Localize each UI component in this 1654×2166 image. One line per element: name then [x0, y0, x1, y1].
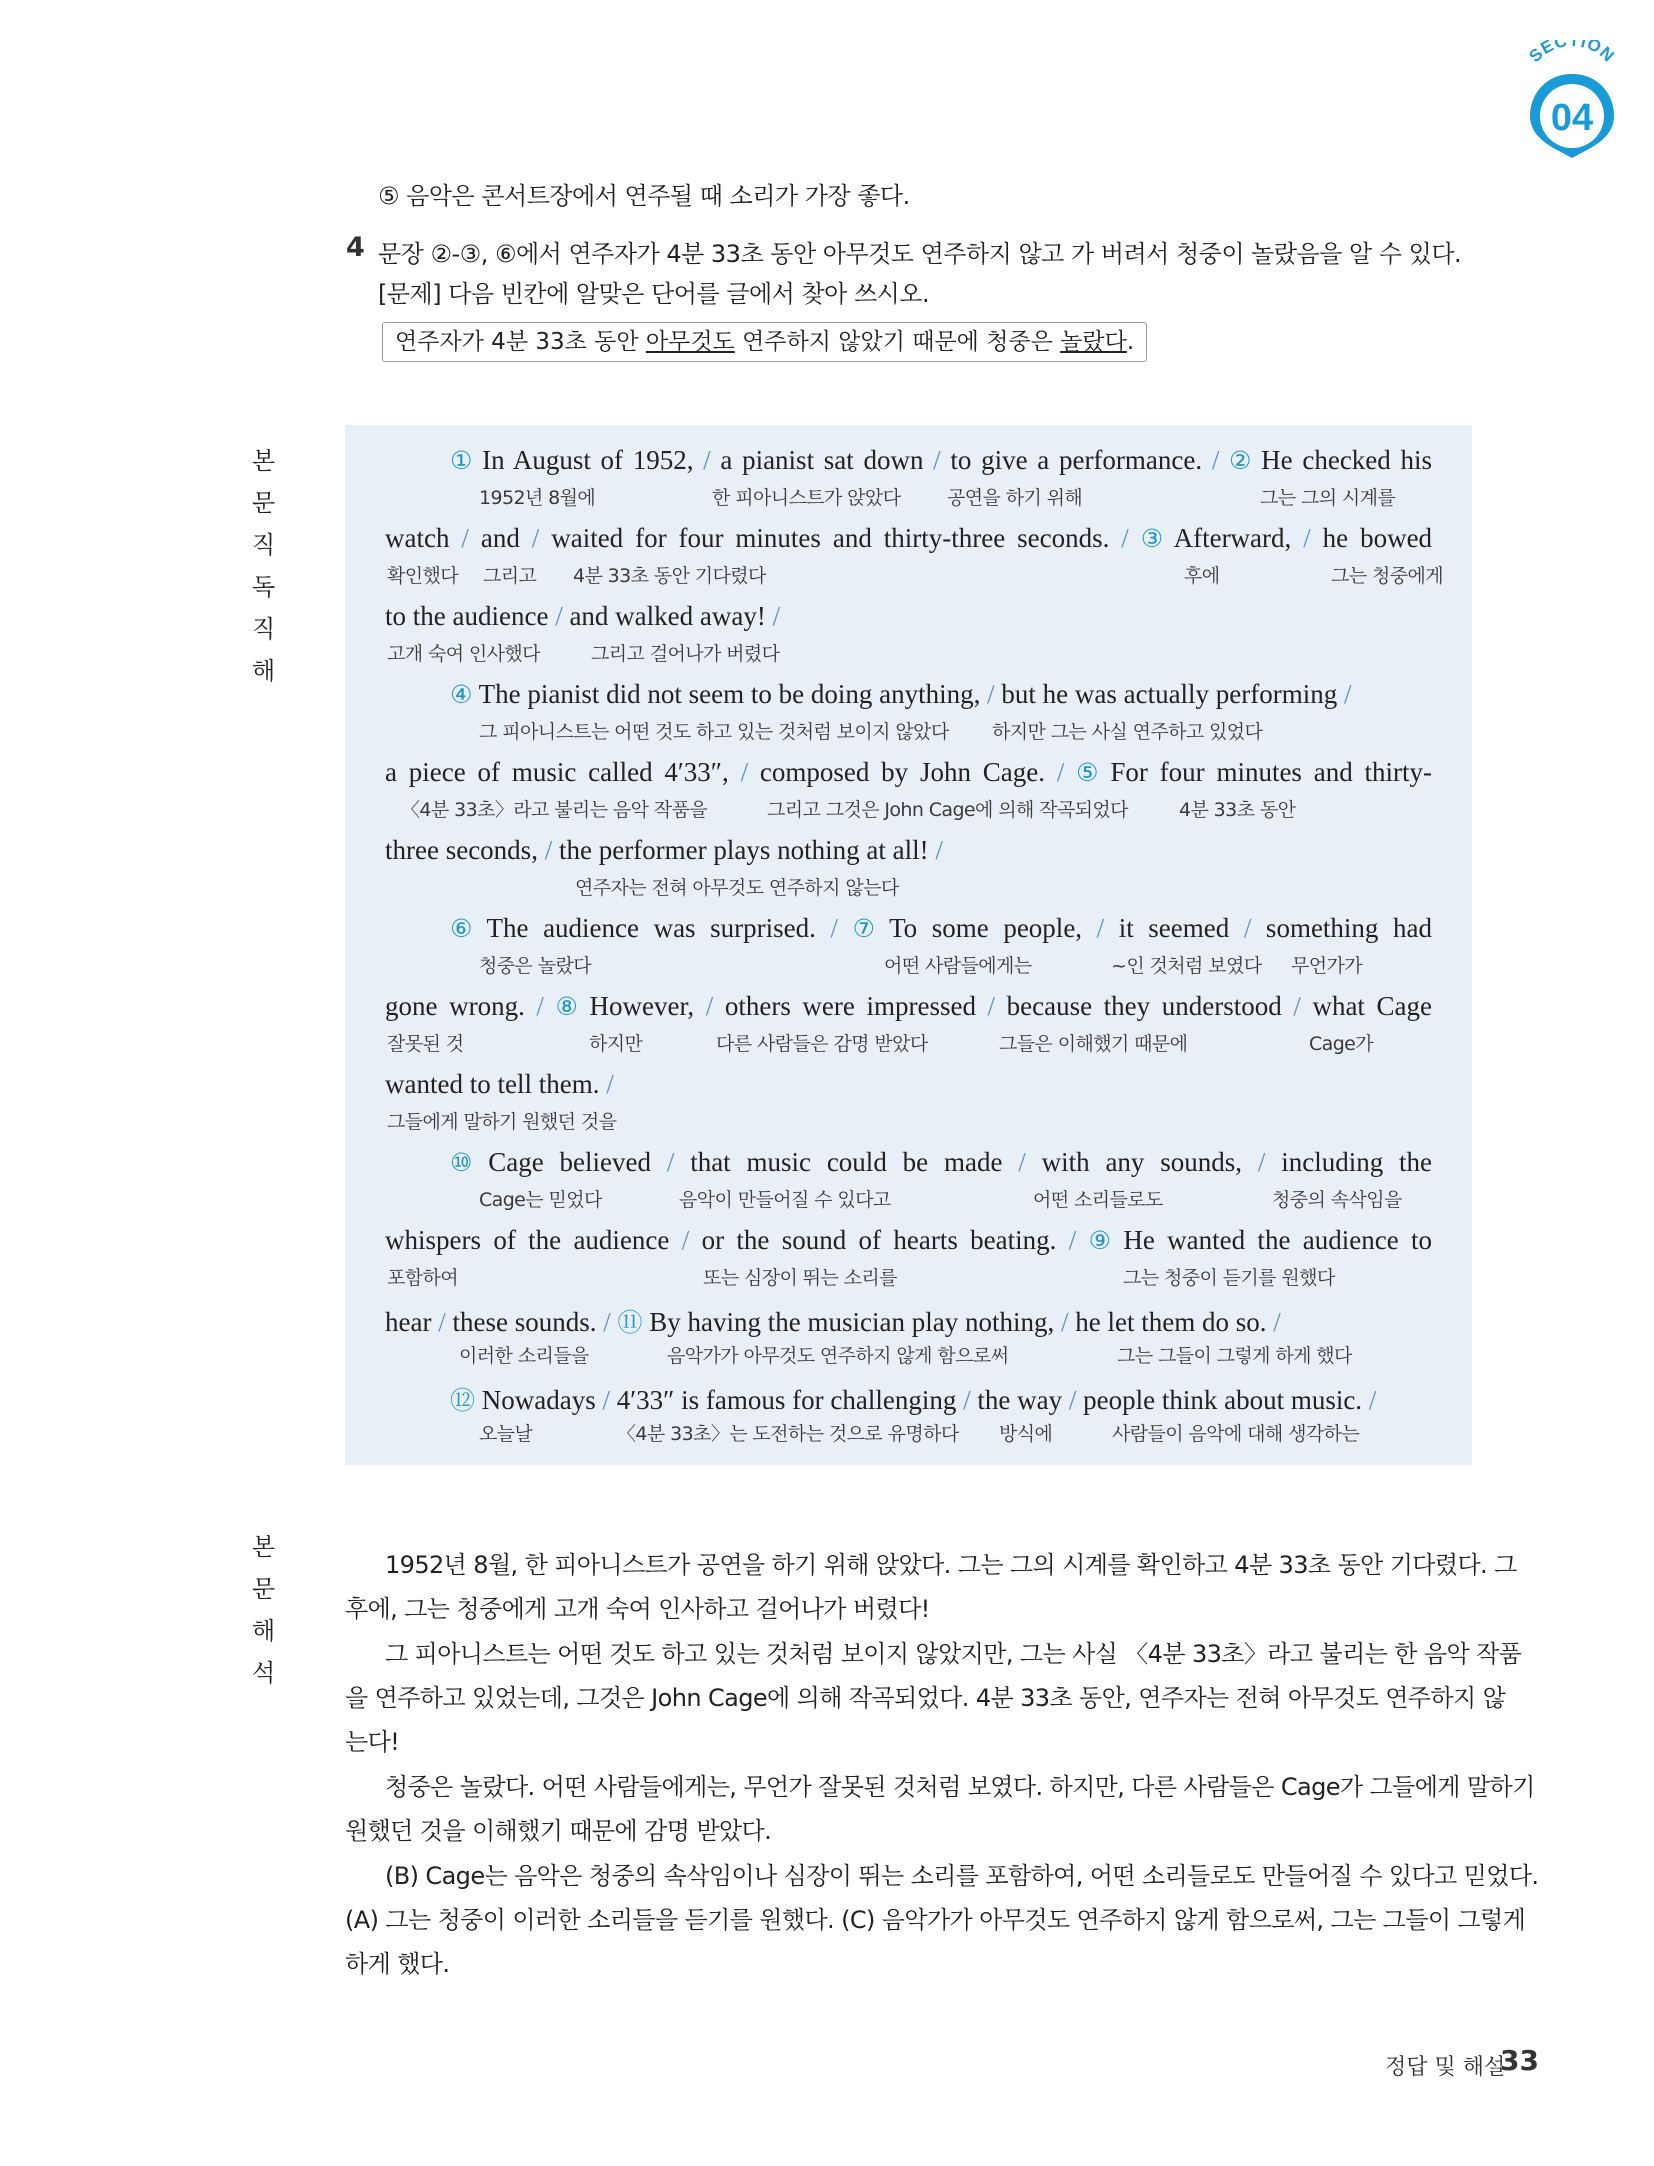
english-chunk: watch — [385, 523, 462, 553]
english-chunk — [544, 991, 556, 1021]
english-chunk: wanted to tell them. — [385, 1069, 607, 1099]
reading-korean-gloss: 다른 사람들은 감명 받았다 — [716, 1033, 928, 1055]
translation-line: 후에, 그는 청중에게 고개 숙여 인사하고 걸어나가 버렸다! — [345, 1595, 930, 1623]
english-chunk: whispers of the audience — [385, 1225, 682, 1255]
reading-korean-gloss: 그는 청중에게 — [1331, 565, 1443, 587]
english-chunk: or the sound of hearts beating. — [689, 1225, 1069, 1255]
chunk-slash: / — [536, 991, 544, 1021]
sentence-number: ⑨ — [1088, 1226, 1111, 1255]
chunk-slash: / — [555, 601, 563, 631]
english-chunk: these sounds. — [445, 1307, 604, 1337]
answer-text: . — [1126, 329, 1135, 355]
sentence-number: ③ — [1140, 524, 1164, 553]
reading-english-line — [385, 835, 943, 866]
english-chunk: Cage believed — [472, 1147, 667, 1177]
answer-box — [382, 322, 1147, 362]
chunk-slash: / — [830, 913, 838, 943]
reading-korean-gloss: 방식에 — [999, 1423, 1053, 1445]
english-chunk: 4′33″ is famous for challenging — [610, 1385, 964, 1415]
english-chunk — [838, 913, 853, 943]
chunk-slash: / — [935, 835, 943, 865]
english-chunk: to the audience — [385, 601, 556, 631]
reading-korean-gloss: 연주자는 전혀 아무것도 연주하지 않는다 — [575, 877, 899, 899]
reading-korean-gloss: 확인했다 — [387, 565, 459, 587]
reading-english-line — [450, 1147, 1432, 1178]
sentence-number: ⑥ — [450, 914, 473, 943]
chunk-slash: / — [1211, 445, 1220, 475]
sentence-number: ⑧ — [555, 992, 578, 1021]
english-chunk: By having the musician play nothing, — [642, 1307, 1061, 1337]
chunk-slash: / — [1060, 1307, 1069, 1337]
reading-korean-gloss: 그리고 걸어나가 버렸다 — [591, 643, 780, 665]
reading-korean-gloss: 잘못된 것 — [387, 1033, 464, 1055]
translation-line: (B) Cage는 음악은 청중의 속삭임이나 심장이 뛰는 소리를 포함하여, 어떤 소리들로도 만들어질 수 있다고 믿었다. — [385, 1862, 1539, 1890]
reading-korean-gloss: 그리고 — [483, 565, 537, 587]
reading-korean-gloss: 그는 그들이 그렇게 하게 했다 — [1117, 1345, 1352, 1367]
reading-english-line — [450, 445, 1432, 476]
reading-korean-gloss: 어떤 소리들로도 — [1033, 1189, 1163, 1211]
sentence-number: ④ — [450, 680, 473, 709]
english-chunk — [1219, 445, 1229, 475]
reading-korean-gloss: 고개 숙여 인사했다 — [387, 643, 540, 665]
reading-korean-gloss: 포함하여 — [387, 1267, 459, 1289]
english-chunk: he bowed — [1310, 523, 1433, 553]
section-number: 04 — [1550, 97, 1594, 139]
chunk-slash: / — [1257, 1147, 1266, 1177]
chunk-slash: / — [705, 991, 714, 1021]
reading-korean-gloss: 청중은 놀랐다 — [479, 955, 591, 977]
footer-label: 정답 및 해설 — [1385, 2055, 1506, 2080]
side-label-line: 해 석 — [252, 1617, 294, 1687]
translation-line: 그 피아니스트는 어떤 것도 하고 있는 것처럼 보이지 않았지만, 그는 사실 〈4분 33초〉라고 불리는 한 음악 작품 — [385, 1640, 1522, 1668]
english-chunk: Afterward, — [1163, 523, 1304, 553]
english-chunk: people think about music. — [1076, 1385, 1369, 1415]
reading-english-line — [385, 1225, 1432, 1256]
sentence-number: ① — [450, 446, 473, 475]
section-badge — [1512, 40, 1632, 170]
chunk-slash: / — [1121, 523, 1129, 553]
english-chunk — [611, 1307, 618, 1337]
english-chunk: including the — [1265, 1147, 1433, 1177]
chunk-slash: / — [772, 601, 781, 631]
chunk-slash: / — [1303, 523, 1311, 553]
reading-korean-gloss: 한 피아니스트가 앉았다 — [712, 487, 901, 509]
reading-english-line — [385, 601, 780, 632]
chunk-slash: / — [1068, 1225, 1077, 1255]
reading-korean-gloss: 하지만 그는 사실 연주하고 있었다 — [992, 721, 1263, 743]
chunk-slash: / — [1068, 1385, 1077, 1415]
side-label-line: 본 문 — [252, 1533, 294, 1603]
q4-explanation: 문장 ②-③, ⑥에서 연주자가 4분 33초 동안 아무것도 연주하지 않고 가 버려서 청중이 놀랐음을 알 수 있다. — [378, 240, 1462, 268]
q4-number: 4 — [346, 232, 365, 263]
reading-korean-gloss: 그리고 그것은 John Cage에 의해 작곡되었다 — [767, 799, 1128, 821]
reading-korean-gloss: 어떤 사람들에게는 — [884, 955, 1032, 977]
english-chunk: a piece of music called 4′33″, — [385, 757, 741, 787]
english-chunk: others were impressed — [713, 991, 988, 1021]
chunk-slash: / — [1056, 757, 1065, 787]
english-chunk: he let them do so. — [1068, 1307, 1274, 1337]
reading-korean-gloss: 음악이 만들어질 수 있다고 — [679, 1189, 891, 1211]
english-chunk: In August of 1952, — [472, 445, 704, 475]
reading-korean-gloss: ~인 것처럼 보였다 — [1111, 955, 1262, 977]
reading-english-line — [385, 523, 1432, 554]
chunk-slash: / — [606, 1069, 614, 1099]
reading-korean-gloss: 이러한 소리들을 — [459, 1345, 589, 1367]
translation-line: 원했던 것을 이해했기 때문에 감명 받았다. — [345, 1817, 772, 1845]
reading-english-line — [385, 1303, 1281, 1339]
english-chunk — [1064, 757, 1076, 787]
reading-korean-gloss: 그는 그의 시계를 — [1260, 487, 1396, 509]
reading-english-line — [385, 991, 1432, 1022]
reading-korean-gloss: 4분 33초 동안 — [1179, 799, 1296, 821]
sentence-number: ⑩ — [450, 1148, 473, 1177]
chunk-slash: / — [1344, 679, 1352, 709]
reading-korean-gloss: 그는 청중이 듣기를 원했다 — [1123, 1267, 1335, 1289]
sentence-number: ⑦ — [852, 914, 875, 943]
english-chunk: and walked away! — [562, 601, 773, 631]
chunk-slash: / — [987, 679, 995, 709]
q5-option: ⑤ 음악은 콘서트장에서 연주될 때 소리가 가장 좋다. — [378, 182, 910, 210]
side-label-line: 직 해 — [252, 615, 294, 685]
reading-korean-gloss: 그들에게 말하기 원했던 것을 — [387, 1111, 617, 1133]
chunk-slash: / — [1293, 991, 1301, 1021]
english-chunk: to give a performance. — [940, 445, 1212, 475]
reading-korean-gloss: 1952년 8월에 — [479, 487, 596, 509]
english-chunk: To some people, — [874, 913, 1097, 943]
reading-korean-gloss: 4분 33초 동안 기다렸다 — [573, 565, 766, 587]
reading-panel — [345, 425, 1472, 1465]
reading-english-line — [385, 757, 1432, 788]
translation-line: 는다! — [345, 1728, 400, 1756]
english-chunk: a pianist sat down — [710, 445, 934, 475]
chunk-slash: / — [933, 445, 941, 475]
translation-line: 1952년 8월, 한 피아니스트가 공연을 하기 위해 앉았다. 그는 그의 시계를 확인하고 4분 33초 동안 기다렸다. 그 — [385, 1551, 1517, 1579]
english-chunk: composed by John Cage. — [748, 757, 1057, 787]
english-chunk: waited for four minutes and thirty-three seconds. — [539, 523, 1122, 553]
reading-english-line — [450, 679, 1352, 710]
sentence-number: ⑤ — [1076, 758, 1099, 787]
reading-english-line — [385, 1069, 614, 1100]
english-chunk: it seemed — [1104, 913, 1244, 943]
english-chunk: with any sounds, — [1025, 1147, 1258, 1177]
english-chunk: hear — [385, 1307, 439, 1337]
reading-korean-gloss: 그 피아니스트는 어떤 것도 하고 있는 것처럼 보이지 않았다 — [479, 721, 949, 743]
chunk-slash: / — [602, 1385, 611, 1415]
english-chunk: the performer plays nothing at all! — [552, 835, 936, 865]
english-chunk: three seconds, — [385, 835, 545, 865]
reading-korean-gloss: 사람들이 음악에 대해 생각하는 — [1112, 1423, 1360, 1445]
reading-korean-gloss: Cage가 — [1309, 1033, 1374, 1055]
chunk-slash: / — [1368, 1385, 1377, 1415]
english-chunk: but he was actually performing — [994, 679, 1345, 709]
english-chunk: The pianist did not seem to be doing anything, — [472, 679, 988, 709]
english-chunk: and — [468, 523, 532, 553]
section-pin-icon — [1512, 40, 1632, 170]
answer-text: 연주하지 않았기 때문에 청중은 — [734, 329, 1061, 355]
reading-korean-gloss: 〈4분 33초〉라고 불리는 음악 작품을 — [401, 799, 708, 821]
reading-korean-gloss: Cage는 믿었다 — [479, 1189, 602, 1211]
english-chunk: gone wrong. — [385, 991, 537, 1021]
english-chunk: Nowadays — [475, 1385, 603, 1415]
reading-korean-gloss: 후에 — [1184, 565, 1220, 587]
translation-line: 을 연주하고 있었는데, 그것은 John Cage에 의해 작곡되었다. 4분 33초 동안, 연주자는 전혀 아무것도 연주하지 않 — [345, 1684, 1506, 1712]
chunk-slash: / — [681, 1225, 690, 1255]
chunk-slash: / — [987, 991, 996, 1021]
reading-korean-gloss: 〈4분 33초〉는 도전하는 것으로 유명하다 — [617, 1423, 959, 1445]
english-chunk: that music could be made — [674, 1147, 1019, 1177]
q4-task: [문제] 다음 빈칸에 알맞은 단어를 글에서 찾아 쓰시오. — [378, 280, 930, 308]
reading-korean-gloss: 청중의 속삭임을 — [1272, 1189, 1402, 1211]
translation-line: 청중은 놀랐다. 어떤 사람들에게는, 무언가 잘못된 것처럼 보였다. 하지만, 다른 사람들은 Cage가 그들에게 말하기 — [385, 1773, 1535, 1801]
answer-blank-2: 놀랐다 — [1060, 329, 1127, 355]
chunk-slash: / — [1243, 913, 1252, 943]
answer-text: 연주자가 4분 33초 동안 — [395, 329, 646, 355]
section-label: SECTION — [1525, 40, 1619, 66]
chunk-slash: / — [1273, 1307, 1281, 1337]
chunk-slash: / — [461, 523, 469, 553]
chunk-slash: / — [740, 757, 749, 787]
chunk-slash: / — [963, 1385, 971, 1415]
answer-blank-1: 아무것도 — [645, 329, 735, 355]
page-number: 33 — [1500, 2044, 1539, 2077]
reading-korean-gloss: 음악가가 아무것도 연주하지 않게 함으로써 — [667, 1345, 1009, 1367]
side-label-line: 직 독 — [252, 531, 294, 601]
reading-korean-gloss: 또는 심장이 뛰는 소리를 — [703, 1267, 897, 1289]
reading-korean-gloss: 그들은 이해했기 때문에 — [999, 1033, 1188, 1055]
chunk-slash: / — [1018, 1147, 1026, 1177]
reading-korean-gloss: 무언가가 — [1291, 955, 1363, 977]
english-chunk: because they understood — [995, 991, 1294, 1021]
sentence-number: ⑪ — [617, 1308, 643, 1337]
chunk-slash: / — [531, 523, 540, 553]
english-chunk: The audience was surprised. — [472, 913, 831, 943]
side-label-line: 본 문 — [252, 447, 294, 517]
english-chunk: what Cage — [1300, 991, 1432, 1021]
svg-text:SECTION — [1525, 40, 1618, 66]
reading-korean-gloss: 하지만 — [589, 1033, 643, 1055]
english-chunk — [1129, 523, 1141, 553]
reading-korean-gloss: 공연을 하기 위해 — [947, 487, 1083, 509]
translation-line: 하게 했다. — [345, 1950, 450, 1978]
sentence-number: ② — [1229, 446, 1252, 475]
sentence-number: ⑫ — [450, 1386, 476, 1415]
side-label-translation — [252, 1526, 312, 1694]
reading-english-line — [450, 913, 1432, 944]
english-chunk: For four minutes and thirty- — [1098, 757, 1433, 787]
english-chunk: However, — [577, 991, 706, 1021]
reading-korean-gloss: 오늘날 — [479, 1423, 533, 1445]
chunk-slash: / — [1096, 913, 1105, 943]
english-chunk — [1076, 1225, 1088, 1255]
english-chunk: something had — [1251, 913, 1432, 943]
reading-english-line — [450, 1381, 1376, 1417]
translation-line: (A) 그는 청중이 이러한 소리들을 듣기를 원했다. (C) 음악가가 아무것도 연주하지 않게 함으로써, 그는 그들이 그렇게 — [345, 1906, 1526, 1934]
english-chunk: He checked his — [1251, 445, 1432, 475]
chunk-slash: / — [703, 445, 711, 475]
chunk-slash: / — [438, 1307, 446, 1337]
english-chunk: He wanted the audience to — [1111, 1225, 1433, 1255]
chunk-slash: / — [603, 1307, 611, 1337]
side-label-reading — [252, 440, 312, 692]
chunk-slash: / — [666, 1147, 675, 1177]
chunk-slash: / — [544, 835, 553, 865]
english-chunk: the way — [970, 1385, 1069, 1415]
